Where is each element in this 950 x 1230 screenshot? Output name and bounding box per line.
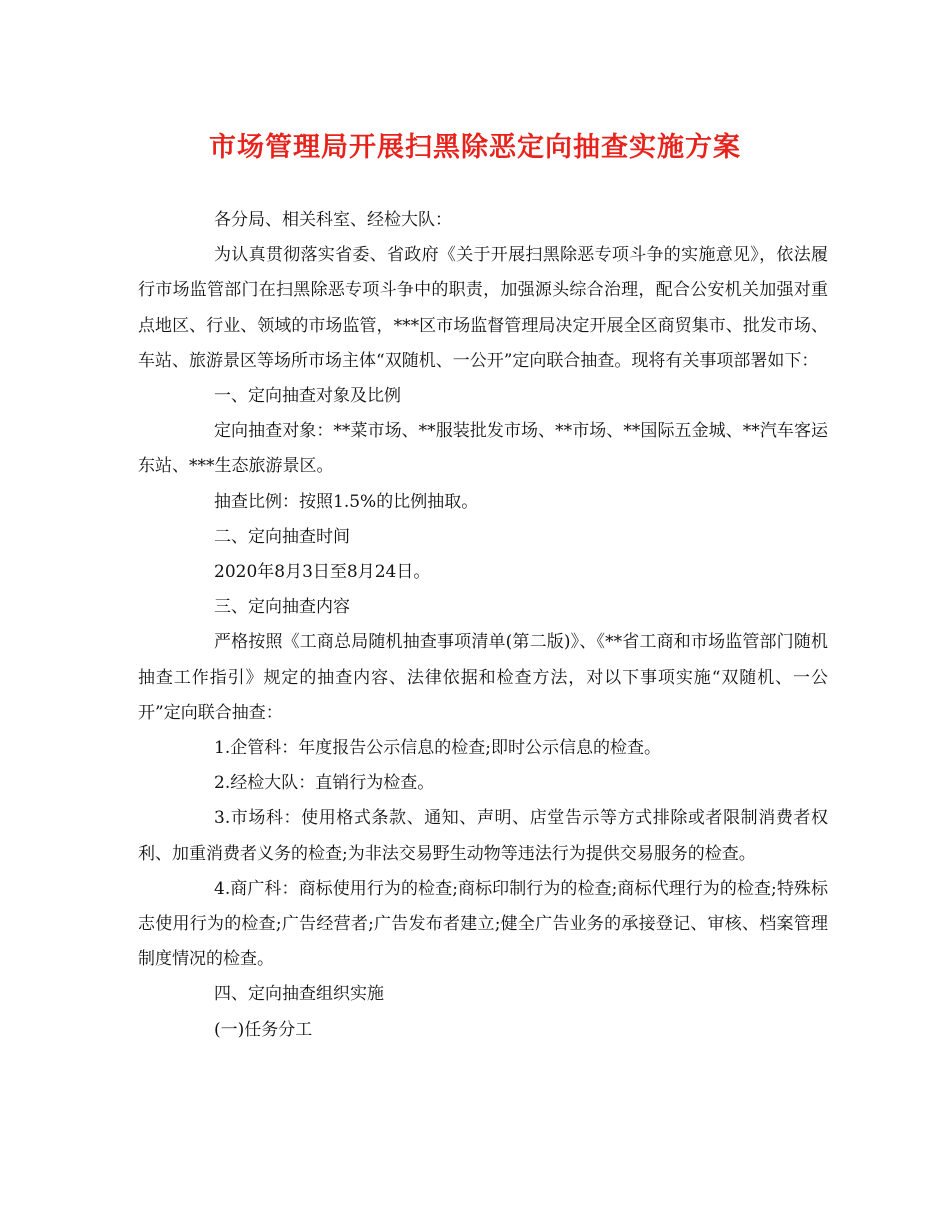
paragraph-targets: 定向抽查对象：**菜市场、**服装批发市场、**市场、**国际五金城、**汽车客运东站、***生态旅游景区。 <box>138 421 828 477</box>
document-title: 市场管理局开展扫黑除恶定向抽查实施方案 <box>209 132 741 163</box>
section-heading-1: 一、定向抽查对象及比例 <box>214 386 401 407</box>
list-item-1: 1.企管科：年度报告公示信息的检查;即时公示信息的检查。 <box>214 738 661 759</box>
section-heading-4: 四、定向抽查组织实施 <box>214 984 384 1005</box>
document-body <box>138 203 828 1048</box>
paragraph-content-basis: 严格按照《工商总局随机抽查事项清单(第二版)》、《**省工商和市场监管部门随机抽查工作指引》规定的抽查内容、法律依据和检查方法，对以下事项实施“双随机、一公开”定向联合抽查： <box>138 632 828 723</box>
paragraph-ratio: 抽查比例：按照1.5%的比例抽取。 <box>214 491 479 512</box>
intro-paragraph: 为认真贯彻落实省委、省政府《关于开展扫黑除恶专项斗争的实施意见》，依法履行市场监管部门在扫黑除恶专项斗争中的职责，加强源头综合治理，配合公安机关加强对重点地区、行业、领域的市场监管，***区市场监督管理局决定开展全区商贸集市、批发市场、车站、旅游景区等场所市场主体“双随机、一公开”定向联合抽查。现将有关事项部署如下： <box>138 245 828 371</box>
section-heading-2: 二、定向抽查时间 <box>214 526 350 547</box>
subsection-heading-1: (一)任务分工 <box>214 1019 313 1040</box>
section-heading-3: 三、定向抽查内容 <box>214 597 350 618</box>
list-item-3: 3.市场科：使用格式条款、通知、声明、店堂告示等方式排除或者限制消费者权利、加重消费者义务的检查;为非法交易野生动物等违法行为提供交易服务的检查。 <box>138 808 828 864</box>
salutation: 各分局、相关科室、经检大队： <box>214 210 452 230</box>
paragraph-dates: 2020年8月3日至8月24日。 <box>214 562 431 583</box>
list-item-4: 4.商广科：商标使用行为的检查;商标印制行为的检查;商标代理行为的检查;特殊标志使用行为的检查;广告经营者;广告发布者建立;健全广告业务的承接登记、审核、档案管理制度情况的检查。 <box>138 878 828 970</box>
list-item-2: 2.经检大队：直销行为检查。 <box>214 773 435 794</box>
